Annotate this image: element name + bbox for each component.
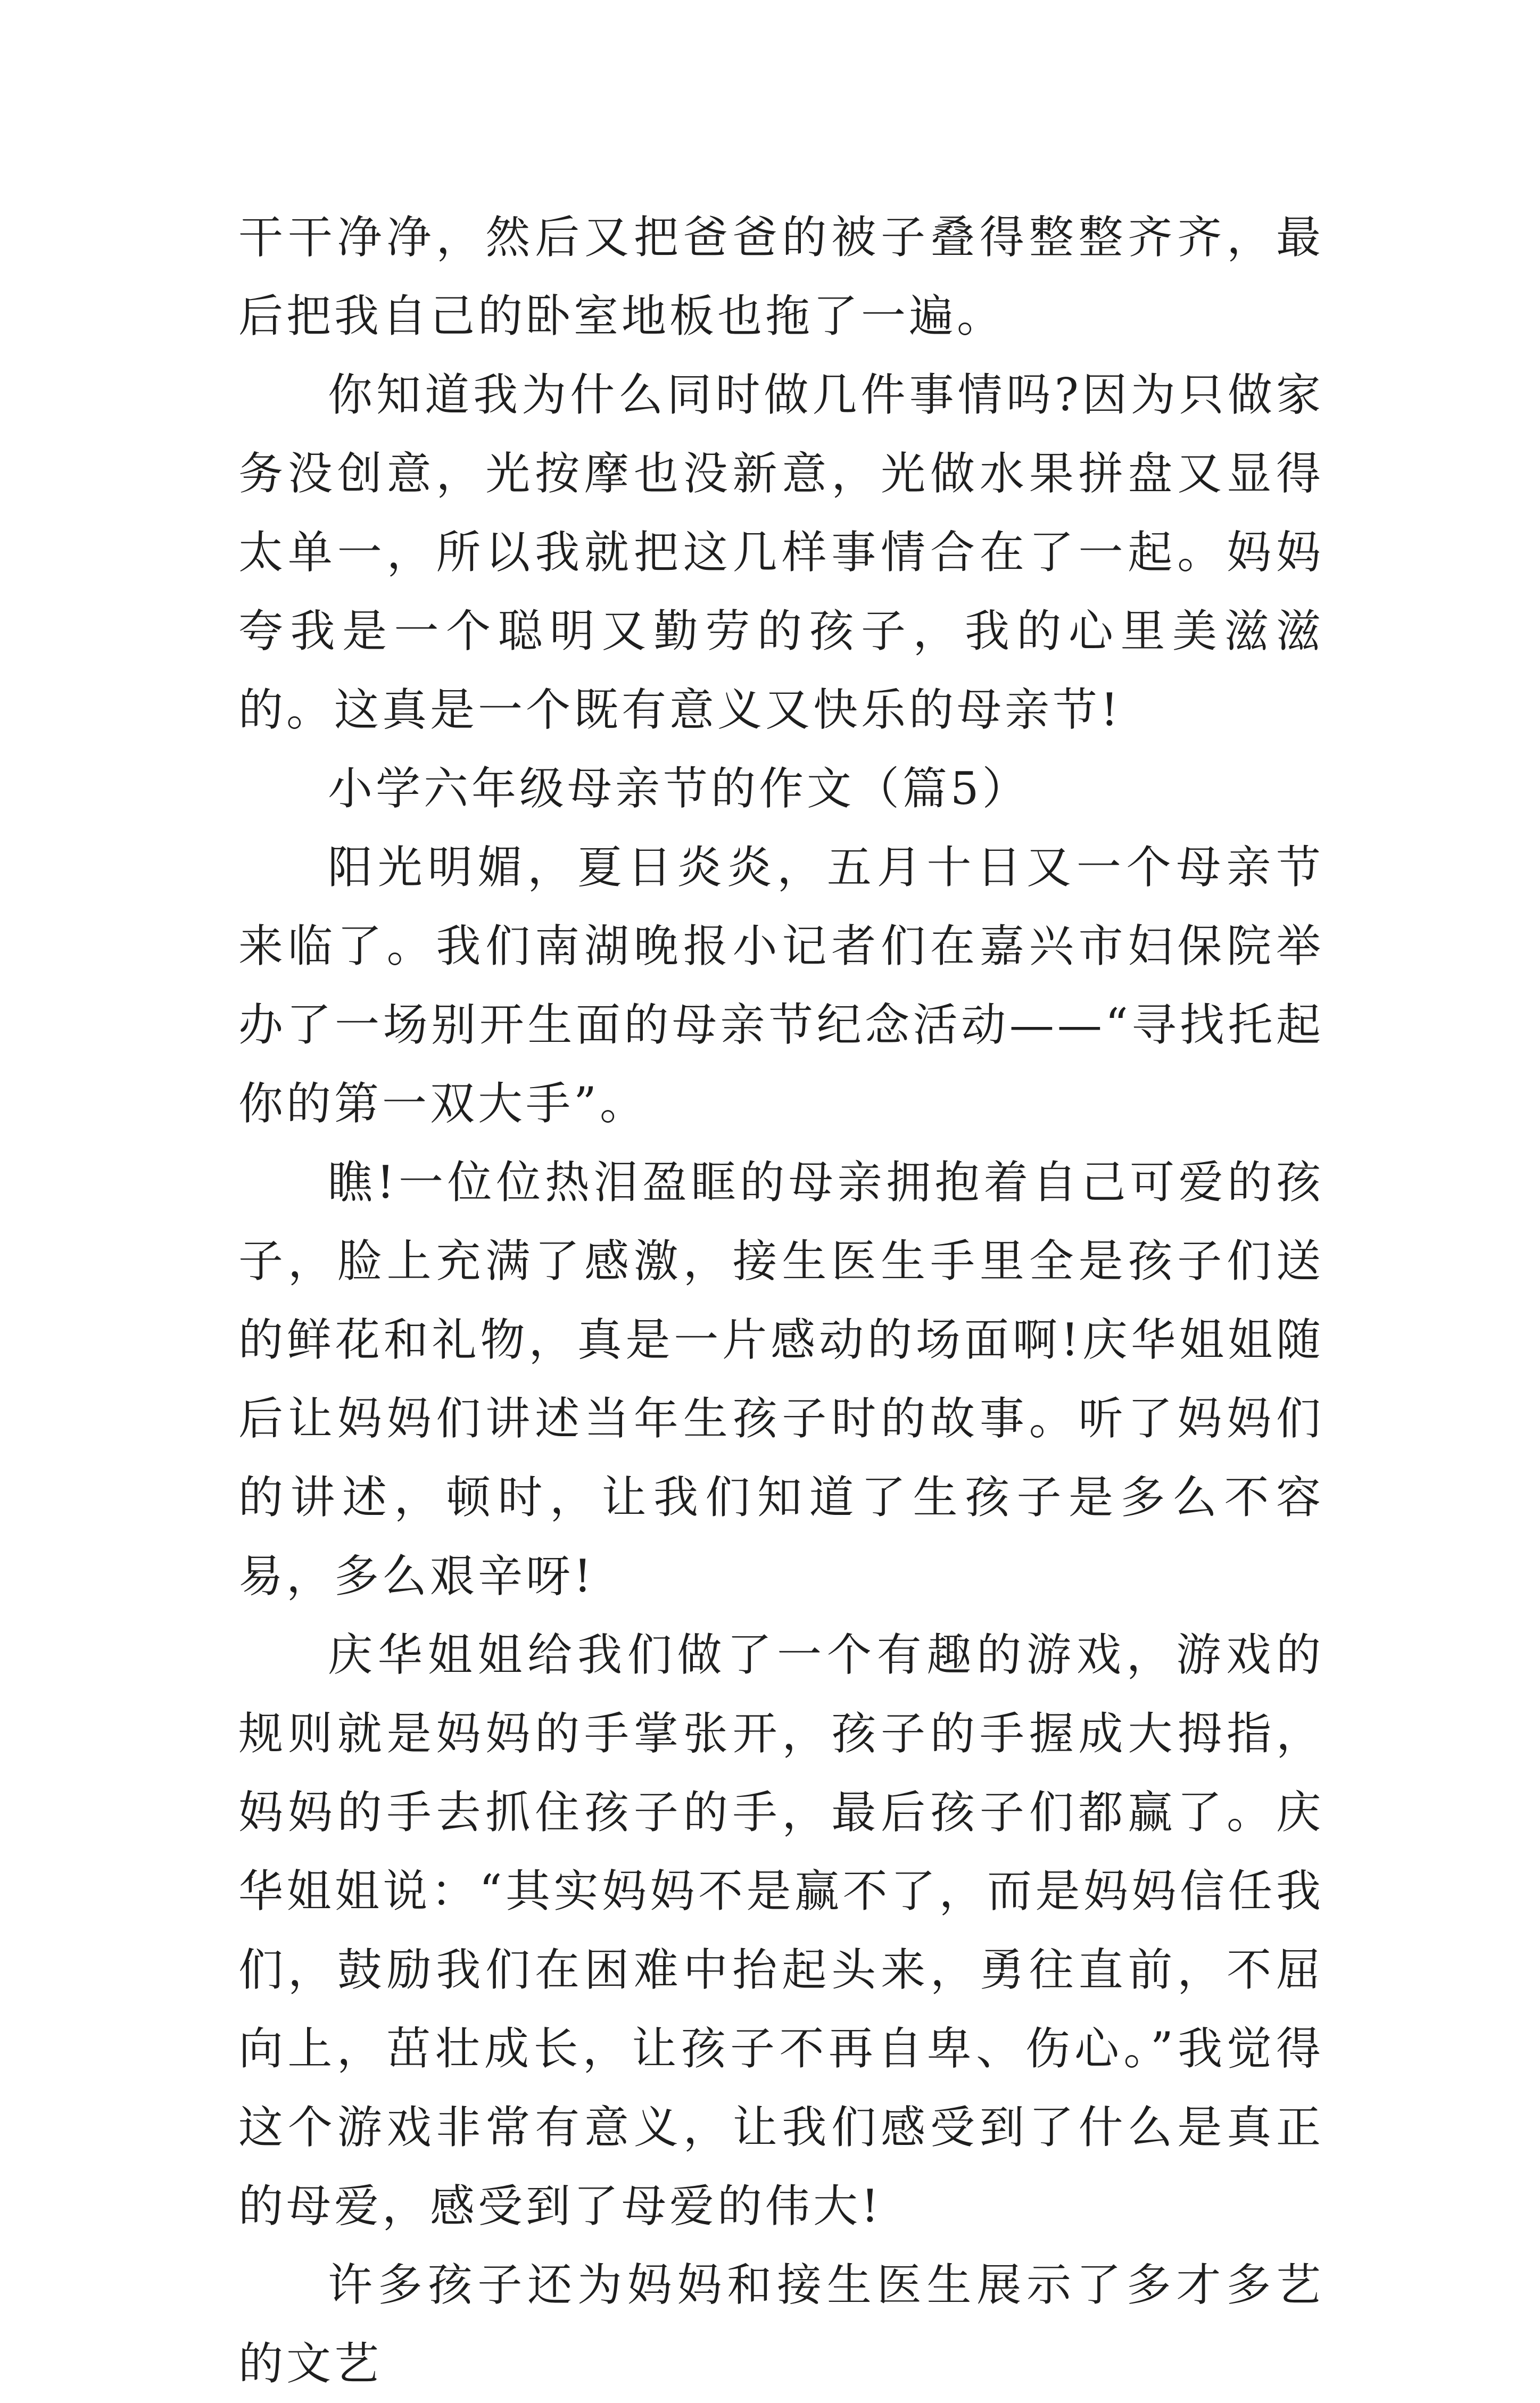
document-body [238, 198, 1324, 2403]
paragraph: 瞧!一位位热泪盈眶的母亲拥抱着自己可爱的孩子，脸上充满了感激，接生医生手里全是孩子们送的鲜花和礼物，真是一片感动的场面啊!庆华姐姐随后让妈妈们讲述当年生孩子时的故事。听了妈妈们的讲述，顿时，让我们知道了生孩子是多么不容易，多么艰辛呀! [238, 1156, 1324, 1602]
section-heading: 小学六年级母亲节的作文（篇5） [328, 763, 1030, 815]
paragraph: 许多孩子还为妈妈和接生医生展示了多才多艺的文艺 [238, 2259, 1324, 2390]
paragraph-continued: 干干净净，然后又把爸爸的被子叠得整整齐齐，最后把我自己的卧室地板也拖了一遍。 [238, 211, 1324, 342]
paragraph: 庆华姐姐给我们做了一个有趣的游戏，游戏的规则就是妈妈的手掌张开，孩子的手握成大拇指，妈妈的手去抓住孩子的手，最后孩子们都赢了。庆华姐姐说：“其实妈妈不是赢不了，而是妈妈信任我们，鼓励我们在困难中抬起头来，勇往直前，不屈向上，茁壮成长，让孩子不再自卑、伤心。”我觉得这个游戏非常有意义，让我们感受到了什么是真正的母爱，感受到了母爱的伟大! [238, 1629, 1324, 2232]
paragraph: 阳光明媚，夏日炎炎，五月十日又一个母亲节来临了。我们南湖晚报小记者们在嘉兴市妇保院举办了一场别开生面的母亲节纪念活动——“寻找托起你的第一双大手”。 [238, 841, 1324, 1130]
paragraph: 你知道我为什么同时做几件事情吗?因为只做家务没创意，光按摩也没新意，光做水果拼盘又显得太单一，所以我就把这几样事情合在了一起。妈妈夸我是一个聪明又勤劳的孩子，我的心里美滋滋的。这真是一个既有意义又快乐的母亲节! [238, 369, 1324, 736]
